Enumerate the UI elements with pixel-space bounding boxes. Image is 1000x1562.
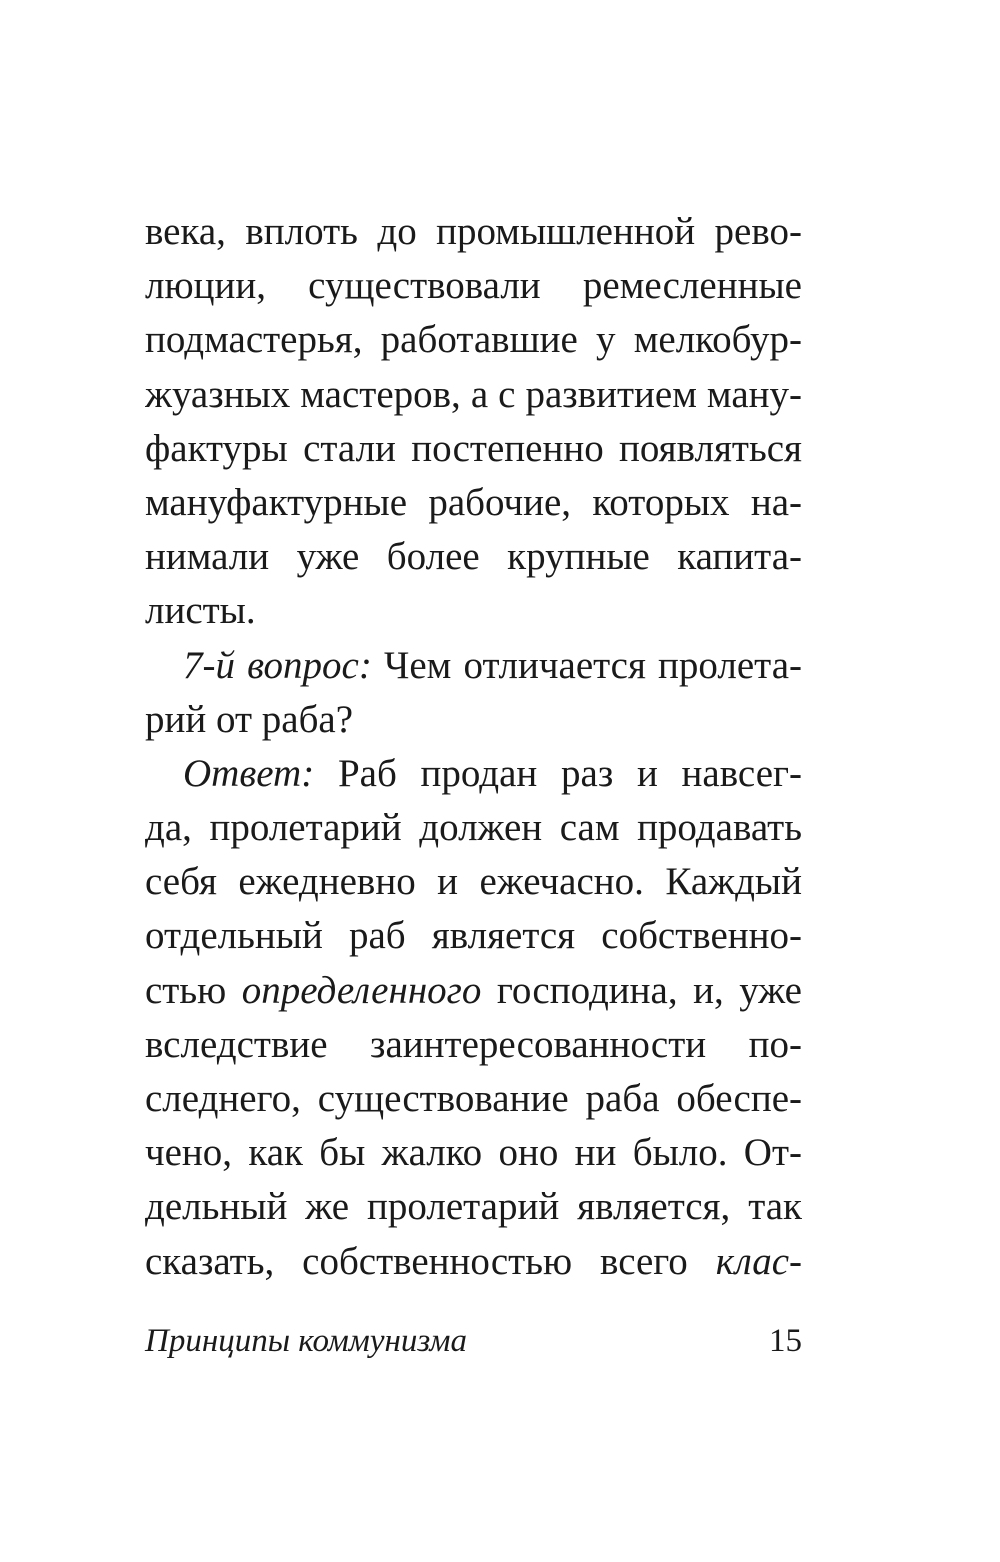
emphasis-text: определенного [241, 968, 482, 1012]
text-line: себя ежедневно и ежечасно. Каждый [145, 860, 802, 904]
text-line: подмастерья, работавшие у мелкобур- [145, 318, 802, 362]
page-body [145, 205, 802, 1289]
page-number: 15 [769, 1323, 802, 1359]
text-line: мануфактурные рабочие, которых на- [145, 480, 802, 524]
answer-label: Ответ: [183, 751, 315, 795]
text-line: жуазных мастеров, а с развитием ману- [145, 372, 802, 416]
question-line: 7-й вопрос: Чем отличается пролета- [183, 643, 802, 687]
text-line: листы. [145, 589, 256, 633]
text-line: рий от раба? [145, 697, 354, 741]
text-line: отдельный раб является собственно- [145, 914, 802, 958]
running-title: Принципы коммунизма [145, 1323, 467, 1359]
text-line: сказать, собственностью всего клас- [145, 1239, 802, 1283]
text-line: стью определенного господина, и, уже [145, 968, 802, 1012]
text-line: люции, существовали ремесленные [145, 264, 802, 308]
text-line: вследствие заинтересованности по- [145, 1022, 802, 1066]
text-line: века, вплоть до промышленной рево- [145, 210, 802, 253]
text-line: нимали уже более крупные капита- [145, 535, 802, 579]
question-label: 7-й вопрос: [183, 643, 372, 687]
answer-line: Ответ: Раб продан раз и навсег- [183, 751, 802, 795]
text-line: чено, как бы жалко оно ни было. От- [145, 1131, 802, 1175]
emphasis-text: клас- [715, 1239, 802, 1283]
text-line: фактуры стали постепенно появляться [145, 426, 802, 470]
page-footer [145, 1318, 802, 1364]
text-line: да, пролетарий должен сам продавать [145, 806, 802, 850]
text-line: следнего, существование раба обеспе- [145, 1077, 802, 1120]
text-line: дельный же пролетарий является, так [145, 1185, 802, 1229]
